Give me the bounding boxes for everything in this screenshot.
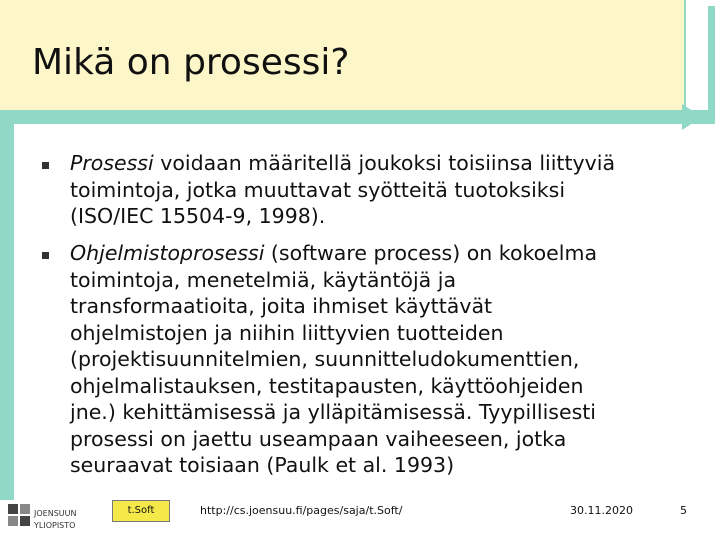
bullet-line bbox=[70, 150, 615, 177]
line-text: (software process) on kokoelma bbox=[264, 241, 598, 265]
bullet-line bbox=[70, 346, 597, 373]
line-text: ohjelmistojen ja niihin liittyvien tuotteiden bbox=[70, 320, 504, 345]
line-text: toimintoja, menetelmiä, käytäntöjä ja bbox=[70, 267, 457, 292]
bullet-text-1 bbox=[70, 150, 615, 230]
bullet-line bbox=[70, 399, 597, 426]
line-text: ohjelmalistauksen, testitapausten, käyttöohjeiden bbox=[70, 373, 584, 398]
footer-url[interactable]: http://cs.joensuu.fi/pages/saja/t.Soft/ bbox=[200, 504, 403, 517]
line-text: transformaatioita, joita ihmiset käyttävät bbox=[70, 294, 493, 318]
slide-title: Mikä on prosessi? bbox=[32, 42, 350, 83]
bullet-line bbox=[70, 426, 597, 453]
logo-text-1: JOENSUUN bbox=[34, 509, 77, 518]
line-text: toimintoja, jotka muuttavat syötteitä tuotoksiksi bbox=[70, 177, 566, 202]
line-text: (ISO/IEC 15504-9, 1998). bbox=[70, 204, 326, 228]
university-logo bbox=[6, 502, 98, 538]
right-accent-bar bbox=[708, 6, 715, 124]
line-text: (projektisuunnitelmien, suunnitteludokumenttien, bbox=[70, 347, 580, 371]
bullet-line bbox=[70, 373, 597, 400]
bullet-line bbox=[70, 452, 597, 479]
tsoft-badge: t.Soft bbox=[112, 500, 170, 522]
bullet-square-icon bbox=[42, 162, 49, 169]
line-text: seuraavat toisiaan (Paulk et al. 1993) bbox=[70, 453, 455, 477]
bullet-line bbox=[70, 203, 615, 230]
line-text: jne.) kehittämisessä ja ylläpitämisessä. Tyypillisesti bbox=[70, 400, 596, 424]
bullet-line bbox=[70, 240, 597, 267]
bullet-line bbox=[70, 293, 597, 320]
page-number: 5 bbox=[680, 504, 687, 517]
bullet-line bbox=[70, 177, 615, 204]
italic-term: Prosessi bbox=[70, 151, 154, 175]
bullet-square-icon bbox=[42, 252, 49, 259]
bullet-line bbox=[70, 267, 597, 294]
bullet-line bbox=[70, 320, 597, 347]
line-text: prosessi on jaettu useampaan vaiheeseen, jotka bbox=[70, 426, 567, 451]
italic-term: Ohjelmistoprosessi bbox=[70, 241, 265, 265]
footer-date: 30.11.2020 bbox=[570, 504, 633, 517]
line-text: voidaan määritellä joukoksi toisiinsa liittyviä bbox=[153, 151, 616, 175]
arrow-right-icon bbox=[682, 104, 702, 130]
title-band-bottom bbox=[0, 110, 710, 124]
logo-text-2: YLIOPISTO bbox=[34, 521, 76, 530]
bullet-text-2 bbox=[70, 240, 597, 479]
left-accent-bar bbox=[0, 124, 14, 500]
